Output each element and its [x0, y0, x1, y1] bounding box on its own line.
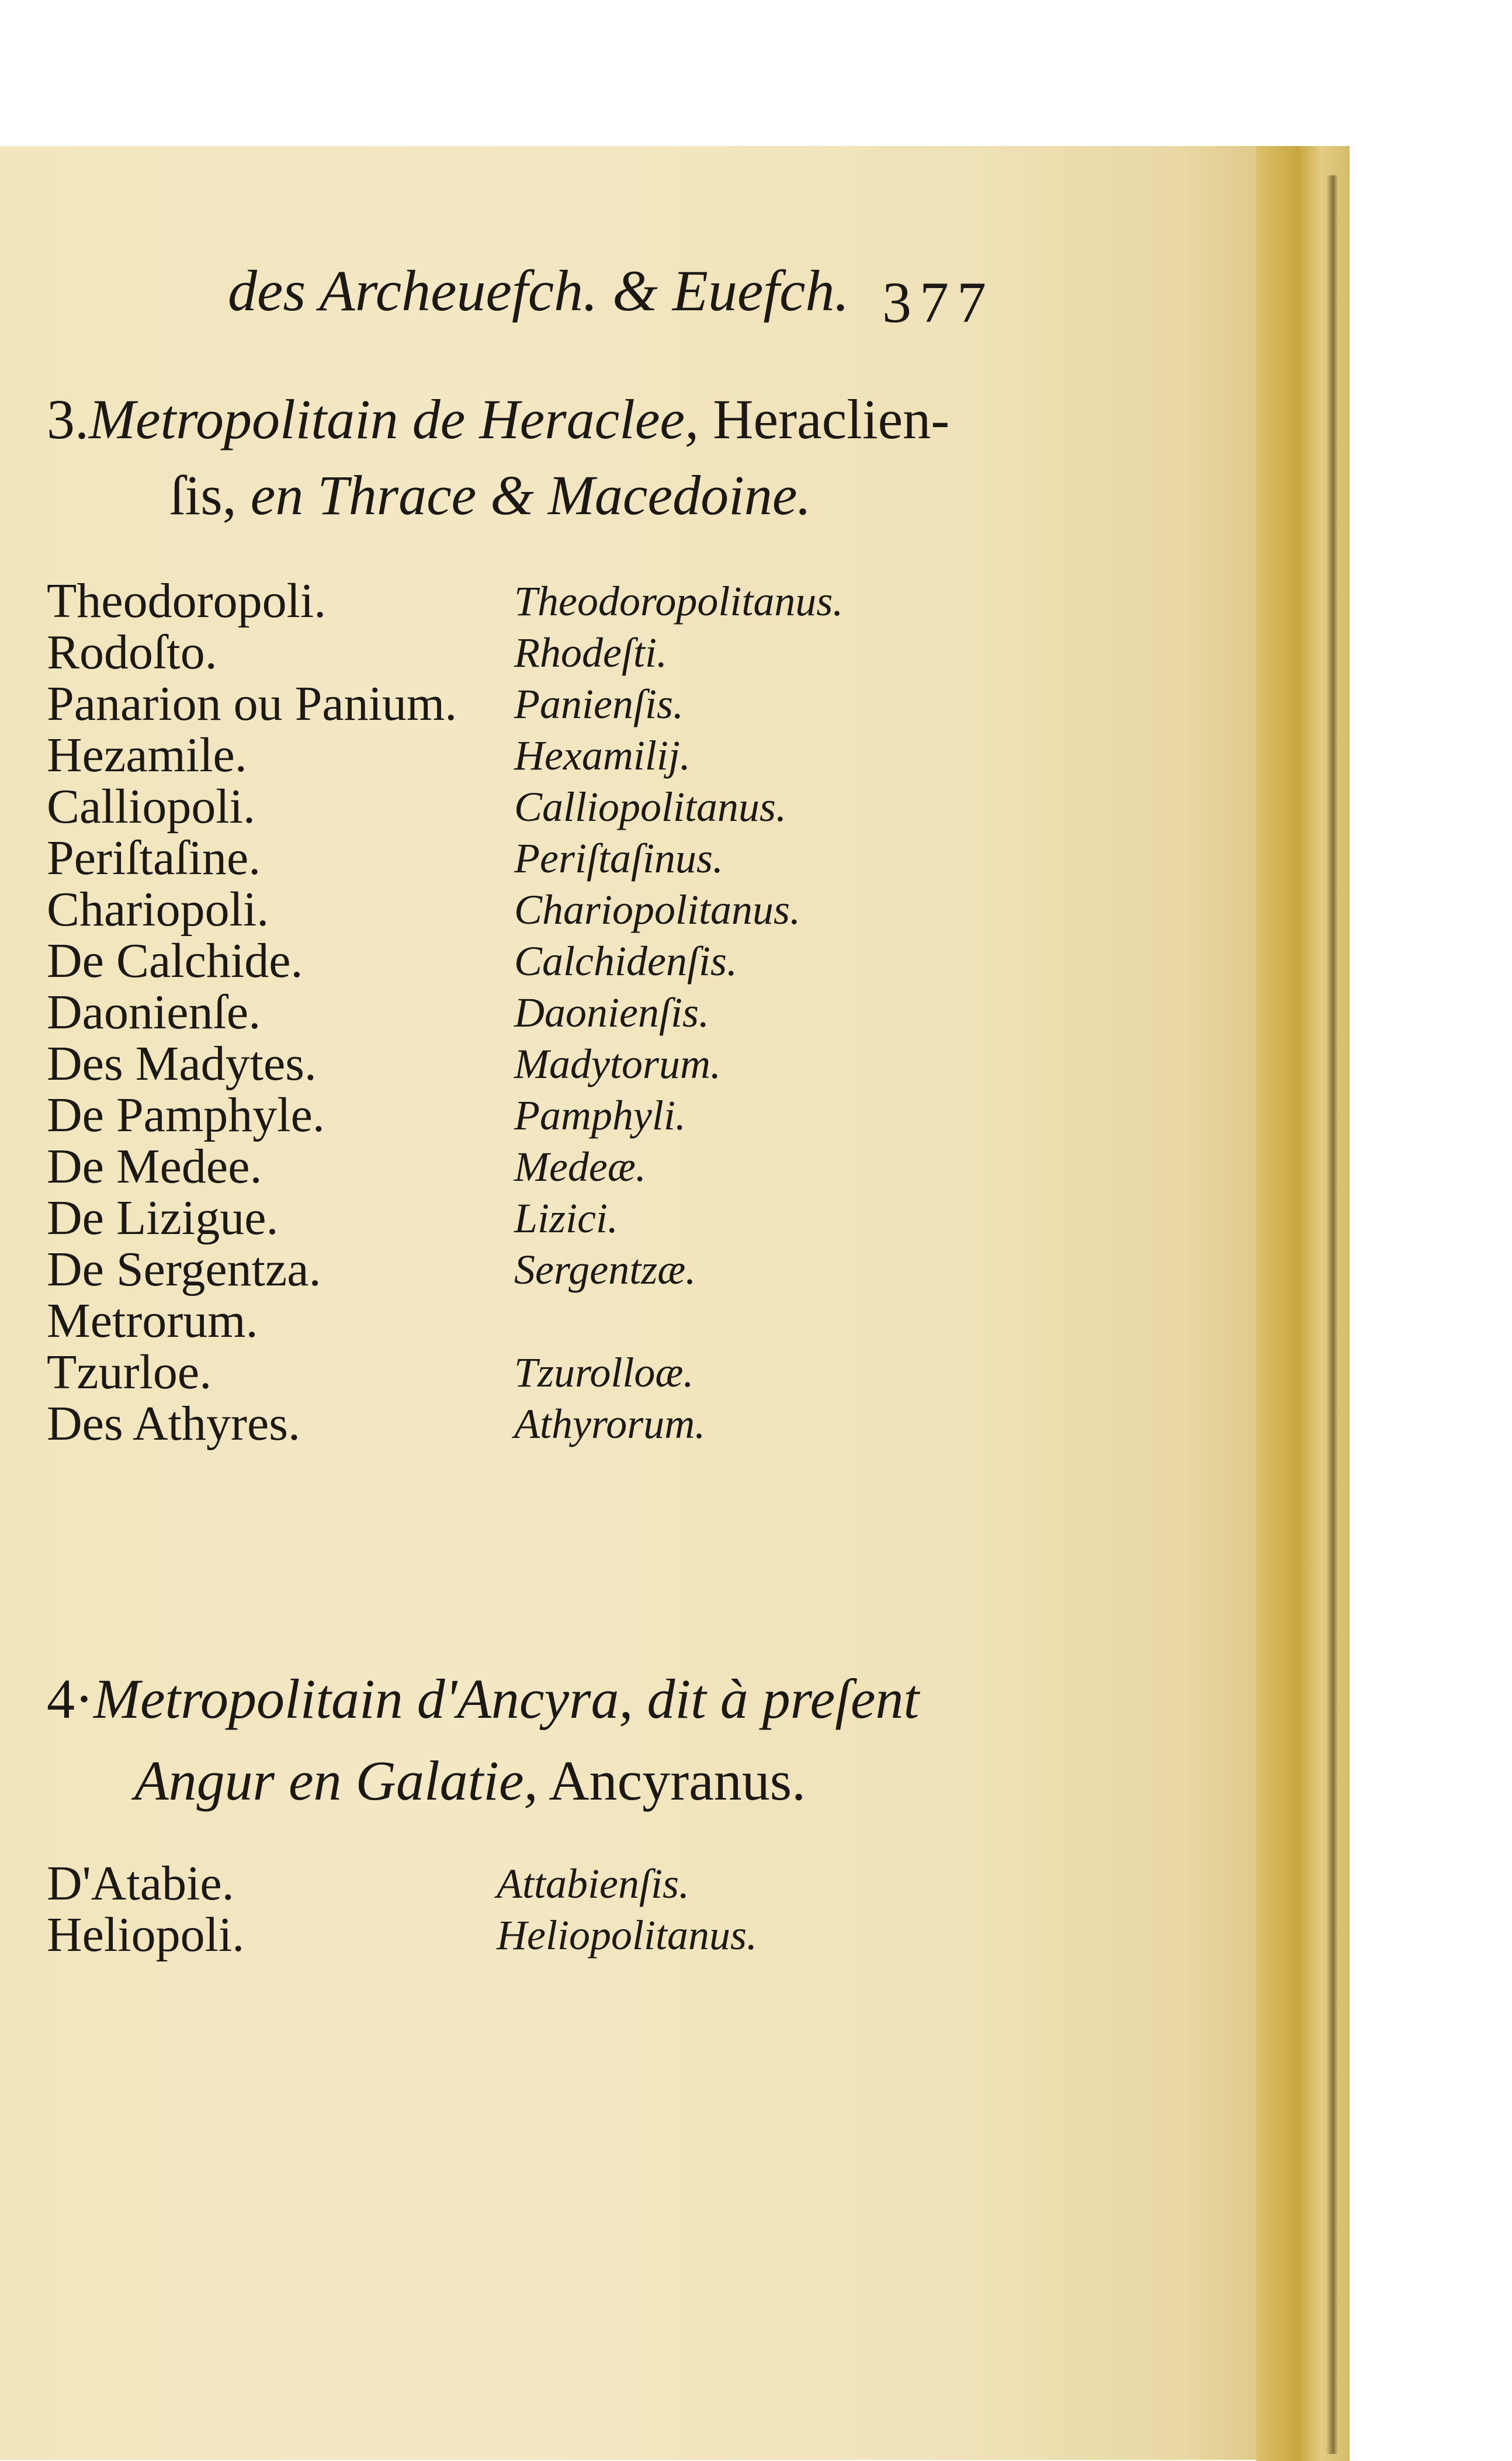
page-number: 377	[882, 270, 994, 335]
section-4-heading-line-1	[47, 1665, 919, 1732]
section-4-title: Metropolitain d'Ancyra, dit à preſent	[93, 1668, 920, 1730]
section-3-number: 3.	[47, 388, 89, 450]
latin-name: Calchidenſis.	[514, 938, 737, 985]
list-item	[47, 833, 1040, 884]
latin-name: Hexamilij.	[514, 732, 691, 779]
latin-name: Sergentzæ.	[514, 1246, 696, 1293]
list-item	[47, 781, 1040, 833]
section-4-region: Angur en Galatie,	[134, 1749, 538, 1812]
french-name: De Medee.	[47, 1139, 262, 1194]
list-item	[47, 884, 1040, 935]
french-name: D'Atabie.	[47, 1856, 234, 1911]
section-3-list	[47, 576, 1040, 1450]
list-item	[47, 1244, 1040, 1295]
latin-name: Heliopolitanus.	[497, 1912, 757, 1959]
section-4-list	[47, 1858, 1040, 1961]
section-3-title: Metropolitain de Heraclee,	[89, 388, 699, 450]
french-name: Rodoſto.	[47, 625, 217, 680]
list-item	[47, 935, 1040, 987]
list-item	[47, 1295, 1040, 1347]
section-4-number: 4·	[47, 1668, 93, 1730]
section-3-latin-name: Heraclien-	[699, 388, 950, 450]
list-item	[47, 1858, 1040, 1909]
french-name: Metrorum.	[47, 1294, 258, 1348]
french-name: Heliopoli.	[47, 1908, 245, 1962]
french-name: Des Madytes.	[47, 1037, 317, 1091]
list-item	[47, 1038, 1040, 1090]
section-3-heading-line-2	[169, 462, 811, 529]
latin-name: Medeæ.	[514, 1143, 646, 1190]
latin-name: Chariopolitanus.	[514, 886, 801, 933]
latin-name: Theodoropolitanus.	[514, 578, 844, 625]
french-name: Daonienſe.	[47, 985, 261, 1039]
french-name: Periſtaſine.	[47, 831, 261, 885]
french-name: Tzurloe.	[47, 1345, 212, 1399]
latin-name: Lizici.	[514, 1195, 619, 1242]
french-name: De Sergentza.	[47, 1242, 321, 1297]
section-3-heading-line-1	[47, 386, 949, 453]
french-name: Chariopoli.	[47, 882, 269, 937]
latin-name: Rhodeſti.	[514, 629, 667, 676]
section-4-heading-line-2	[134, 1747, 806, 1814]
list-item	[47, 1141, 1040, 1193]
latin-name: Periſtaſinus.	[514, 835, 723, 882]
latin-name: Tzurolloæ.	[514, 1349, 694, 1396]
list-item	[47, 678, 1040, 730]
french-name: Calliopoli.	[47, 779, 255, 834]
running-header: des Archeuefch. & Euefch.	[228, 258, 849, 323]
list-item	[47, 987, 1040, 1038]
french-name: De Pamphyle.	[47, 1088, 325, 1142]
list-item	[47, 1398, 1040, 1450]
french-name: Panarion ou Panium.	[47, 677, 457, 731]
section-3-region: en Thrace & Macedoine.	[236, 464, 812, 526]
list-item	[47, 1090, 1040, 1141]
latin-name: Calliopolitanus.	[514, 784, 787, 830]
list-item	[47, 1193, 1040, 1244]
french-name: Theodoropoli.	[47, 574, 327, 628]
latin-name: Panienſis.	[514, 681, 684, 727]
french-name: Hezamile.	[47, 728, 247, 782]
latin-name: Daonienſis.	[514, 989, 709, 1036]
latin-name: Pamphyli.	[514, 1092, 686, 1139]
list-item	[47, 627, 1040, 678]
french-name: De Lizigue.	[47, 1191, 279, 1245]
list-item	[47, 1909, 1040, 1961]
list-item	[47, 576, 1040, 627]
latin-name: Athyrorum.	[514, 1401, 706, 1447]
french-name: De Calchide.	[47, 934, 303, 988]
list-item	[47, 730, 1040, 781]
section-3-latin-name-end: ſis,	[169, 464, 237, 526]
list-item	[47, 1347, 1040, 1398]
latin-name: Attabienſis.	[497, 1860, 689, 1907]
section-4-latin-name: Ancyranus.	[537, 1749, 806, 1812]
french-name: Des Athyres.	[47, 1396, 300, 1451]
latin-name: Madytorum.	[514, 1041, 721, 1087]
